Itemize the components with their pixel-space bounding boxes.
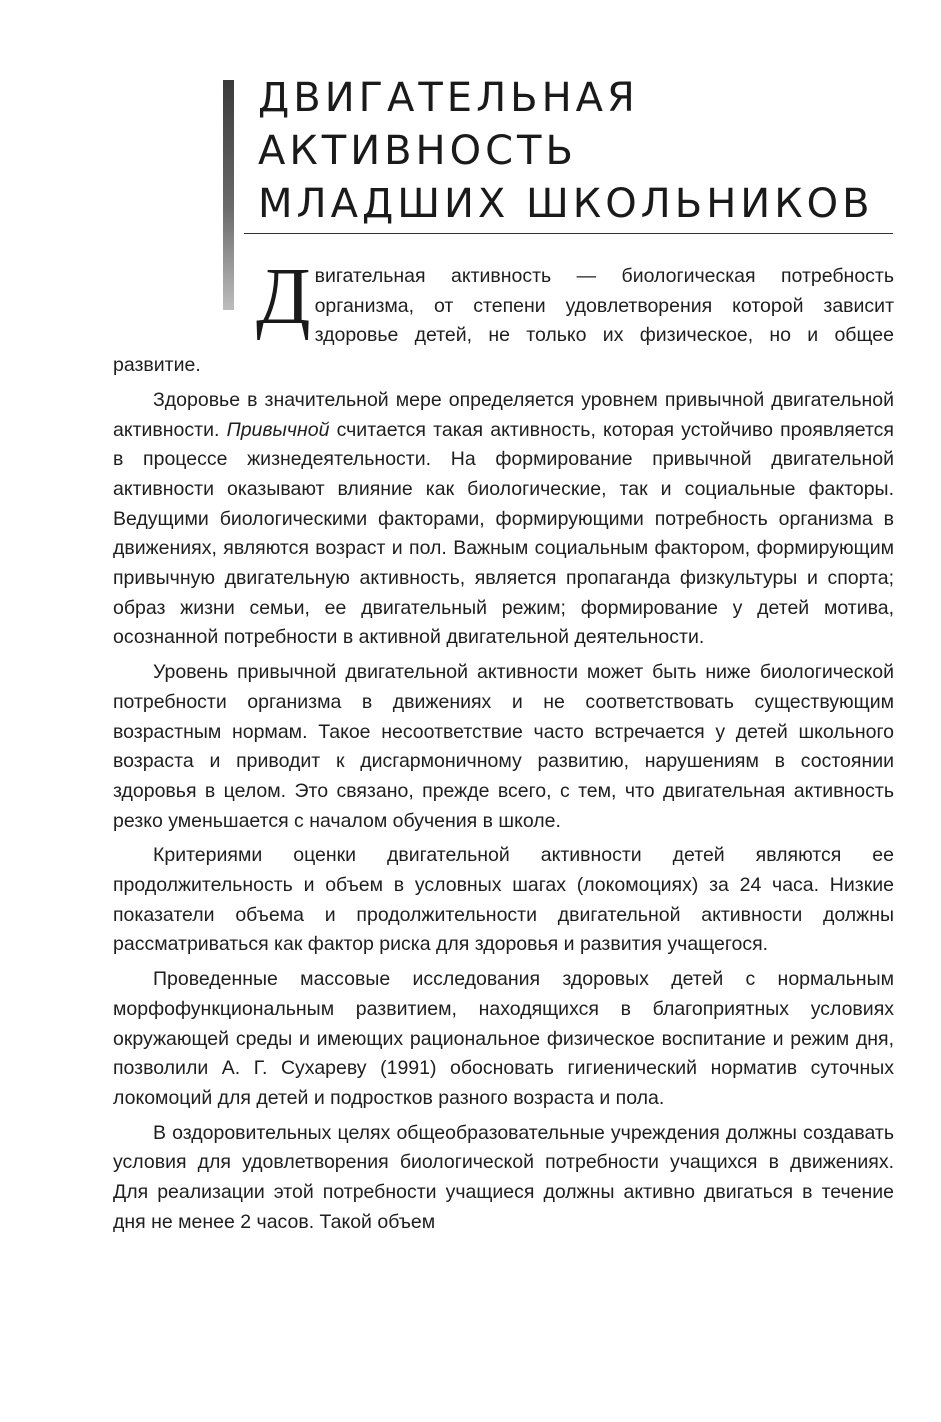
paragraph-3: Уровень привычной двигательной активности может быть ниже биологической потребности организма в движениях и не соответствовать существующим возрастным нормам. Такое несоответствие часто встречается у детей школьного возраста и приводит к дисгармоничному развитию, нарушениям в состоянии здоровья в целом. Это связано, прежде всего, с тем, что двигательная активность резко уменьшается с началом обучения в школе. xyxy=(113,661,894,832)
paragraph-2 xyxy=(113,386,894,653)
drop-cap: Д xyxy=(256,253,311,341)
paragraph-2-emphasis: Привычной xyxy=(226,418,330,441)
paragraph-1 xyxy=(113,253,894,381)
paragraph-4: Критериями оценки двигательной активности детей являются ее продолжительность и объем в условных шагах (локомоциях) за 24 часа. Низкие показатели объема и продолжительности двигательной активности должны рассматриваться как фактор риска для здоровья и развития учащегося. xyxy=(113,844,894,956)
chapter-title-line-2: АКТИВНОСТЬ xyxy=(258,128,577,174)
paragraph-1-text: вигательная активность — биологическая потребность организма, от степени удовлетворения которой зависит здоровье детей, не только их физическое, но и общее развитие. xyxy=(113,265,894,377)
paragraph-2-text-start: Здоровье в значительной мере определяется уровнем привычной двигательной активности. xyxy=(113,388,894,441)
chapter-title xyxy=(258,72,908,231)
paragraph-5: Проведенные массовые исследования здоровых детей с нормальным морфофункциональным развитием, находящихся в благоприятных условиях окружающей среды и имеющих рациональное физическое воспитание и режим дня, позволили А. Г. Сухареву (1991) обосновать гигиенический норматив суточных локомоций для детей и подростков разного возраста и пола. xyxy=(113,968,894,1109)
chapter-title-line-1: ДВИГАТЕЛЬНАЯ xyxy=(258,75,639,121)
chapter-title-line-3: МЛАДШИХ ШКОЛЬНИКОВ xyxy=(258,181,874,227)
paragraph-6: В оздоровительных целях общеобразовательные учреждения должны создавать условия для удовлетворения биологической потребности учащихся в движениях. Для реализации этой потребности учащиеся должны активно двигаться в течение дня не менее 2 часов. Такой объем xyxy=(113,1121,894,1233)
title-divider xyxy=(244,233,893,234)
body-text xyxy=(113,253,894,1243)
paragraph-2-text-end: считается такая активность, которая устойчиво проявляется в процессе жизнедеятельности. На формирование привычной двигательной активности оказывают влияние как биологические, так и социальные факторы. Ведущими биологическими факторами, формирующими потребность организма в движениях, являются возраст и пол. Важным социальным фактором, формирующим привычную двигательную активность, является пропаганда физкультуры и спорта; образ жизни семьи, ее двигательный режим; формирование у детей мотива, осознанной потребности в активной двигательной деятельности. xyxy=(113,418,894,649)
